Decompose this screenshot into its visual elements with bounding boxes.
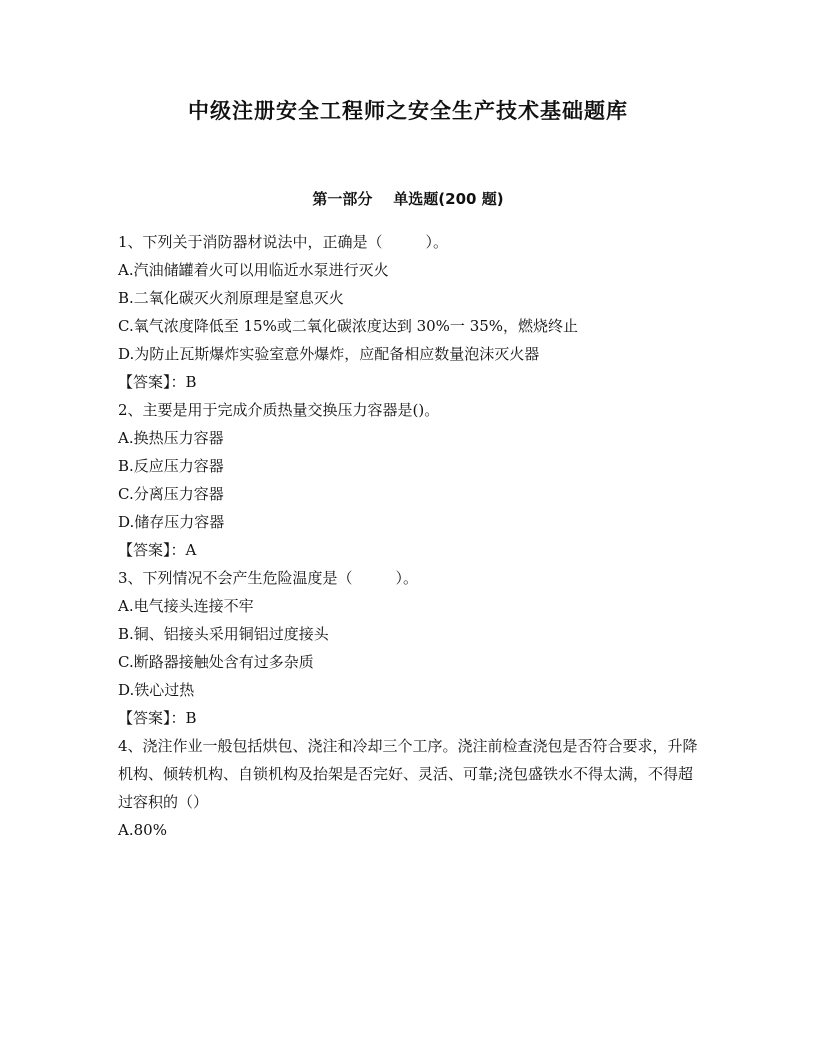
- option-a: A.换热压力容器: [118, 429, 224, 447]
- option-a: A.80%: [118, 821, 167, 839]
- answer-line: 【答案】：A: [118, 541, 197, 559]
- section-heading: 第一部分 单选题(200 题): [312, 190, 504, 208]
- answer-line: 【答案】：B: [118, 709, 197, 727]
- option-a: A.电气接头连接不牢: [118, 597, 254, 615]
- question-stem: 4、浇注作业一般包括烘包、浇注和冷却三个工序。浇注前检查浇包是否符合要求，升降机构、倾转机构、自锁机构及抬架是否完好、灵活、可靠;浇包盛铁水不得太满，不得超过容积的（）: [118, 737, 698, 811]
- option-d: D.铁心过热: [118, 681, 195, 699]
- answer-line: 【答案】：B: [118, 373, 197, 391]
- question-3: [118, 564, 708, 732]
- question-list: [118, 228, 708, 844]
- option-b: B.二氧化碳灭火剂原理是窒息灭火: [118, 289, 344, 307]
- question-2: [118, 396, 708, 564]
- question-stem: 2、主要是用于完成介质热量交换压力容器是()。: [118, 401, 440, 419]
- option-c: C.分离压力容器: [118, 485, 224, 503]
- option-d: D.储存压力容器: [118, 513, 225, 531]
- option-b: B.铜、铝接头采用铜铝过度接头: [118, 625, 329, 643]
- option-a: A.汽油储罐着火可以用临近水泵进行灭火: [118, 261, 389, 279]
- option-d: D.为防止瓦斯爆炸实验室意外爆炸，应配备相应数量泡沫灭火器: [118, 345, 540, 363]
- document-title: 中级注册安全工程师之安全生产技术基础题库: [188, 99, 628, 123]
- question-stem: 1、下列关于消防器材说法中，正确是（ ）。: [118, 233, 448, 251]
- option-c: C.氧气浓度降低至 15%或二氧化碳浓度达到 30%一 35%，燃烧终止: [118, 317, 579, 335]
- question-4: [118, 732, 708, 844]
- option-c: C.断路器接触处含有过多杂质: [118, 653, 314, 671]
- question-stem: 3、下列情况不会产生危险温度是（ ）。: [118, 569, 418, 587]
- question-1: [118, 228, 708, 396]
- option-b: B.反应压力容器: [118, 457, 224, 475]
